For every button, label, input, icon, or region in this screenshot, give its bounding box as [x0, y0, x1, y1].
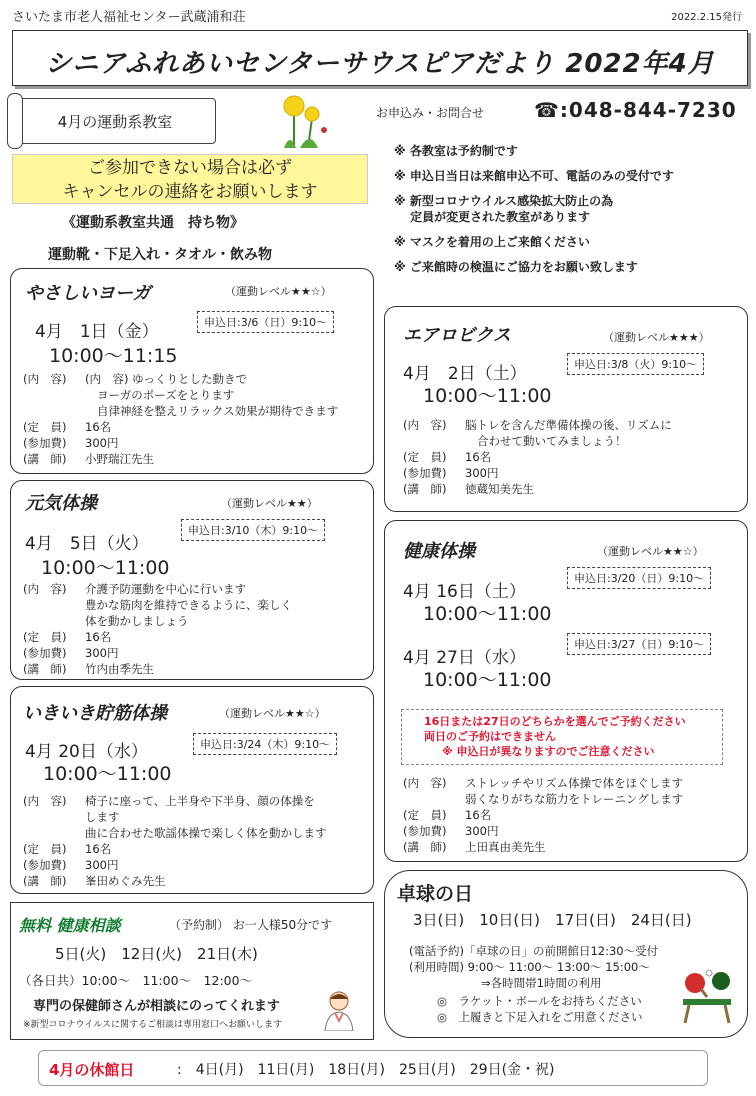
label-capacity: (定 員)	[23, 630, 67, 644]
label-content: (内 容)	[23, 582, 67, 596]
content-line: します	[85, 810, 120, 824]
content-line: 曲に合わせた歌謡体操で楽しく体を動かします	[85, 826, 327, 840]
tabletennis-title: 卓球の日	[397, 883, 474, 905]
apply-date: 申込日:3/20（日）9:10～	[567, 567, 711, 589]
apply-date: 申込日:3/8（火）9:10～	[567, 353, 704, 375]
class-card-yoga	[10, 268, 374, 474]
cancel-notice	[12, 154, 368, 204]
content-line: 体を動かしましょう	[85, 614, 189, 628]
apply-date: 申込日:3/24（木）9:10～	[193, 733, 337, 755]
class-details	[403, 775, 743, 855]
closed-heading: 4月の休館日	[49, 1061, 135, 1079]
label-capacity: (定 員)	[403, 808, 447, 822]
apply-date: 申込日:3/27（日）9:10～	[567, 633, 711, 655]
label-teacher: (講 師)	[23, 874, 67, 888]
class-details	[23, 371, 369, 467]
closed-days-bar	[38, 1050, 708, 1086]
rule-item: ※ 各教室は予約制です	[394, 144, 518, 158]
class-title: 健康体操	[403, 541, 475, 562]
rule-item: ※ ご来館時の検温にご協力をお願い致します	[394, 260, 638, 274]
class-time: 10:00～11:15	[49, 345, 178, 367]
class-date: 4月 5日（火）	[25, 534, 149, 554]
consult-title: 無料 健康相談	[19, 916, 121, 935]
fee: 300円	[85, 436, 119, 450]
tabletennis-line: ◎ 上履きと下足入れをご用意ください	[437, 1010, 643, 1024]
tabletennis-line: (利用時間) 9:00～ 11:00～ 13:00～ 15:00～	[409, 960, 650, 974]
content-line: (内 容) ゆっくりとした動きで	[85, 372, 248, 386]
content-line: ヨーガのポーズをとります	[97, 388, 235, 402]
label-fee: (参加費)	[403, 466, 447, 480]
class-title: やさしいヨーガ	[25, 283, 151, 304]
fee: 300円	[85, 858, 119, 872]
class-title: 元気体操	[25, 493, 97, 514]
rule-item: ※ 新型コロナウイルス感染拡大防止の為	[394, 194, 614, 208]
consult-card	[10, 902, 374, 1040]
belongings-heading: 《運動系教室共通 持ち物》	[62, 215, 244, 231]
capacity: 16名	[85, 420, 112, 434]
rule-item: 定員が変更された教室があります	[394, 210, 591, 224]
capacity: 16名	[85, 630, 112, 644]
capacity: 16名	[85, 842, 112, 856]
class-date: 4月 1日（金）	[35, 322, 159, 342]
class-details	[23, 581, 369, 677]
label-capacity: (定 員)	[403, 450, 447, 464]
consult-days: 5日(火) 12日(火) 21日(木)	[55, 945, 258, 963]
content-line: 自律神経を整えリラックス効果が期待できます	[97, 404, 339, 418]
label-teacher: (講 師)	[403, 482, 447, 496]
consult-times: （各日共）10:00～ 11:00～ 12:00～	[19, 973, 253, 988]
tabletennis-line: (電話予約)「卓球の日」の前開館日12:30～受付	[409, 944, 659, 958]
teacher: 峯田めぐみ先生	[85, 874, 166, 888]
closed-days: : 4日(月) 11日(月) 18日(月) 25日(月) 29日(金・祝)	[177, 1062, 555, 1078]
page-title: シニアふれあいセンターサウスピアだより 2022年4月	[45, 49, 715, 79]
content-line: 椅子に座って、上半身や下半身、顔の体操を	[85, 794, 315, 808]
class-date: 4月 16日（土）	[403, 582, 526, 602]
class-card-kenko	[384, 520, 748, 862]
teacher: 徳蔵知美先生	[465, 482, 534, 496]
label-teacher: (講 師)	[23, 452, 67, 466]
content-line: 豊かな筋肉を維持できるように、楽しく	[85, 598, 292, 612]
dandelion-illustration	[270, 92, 340, 152]
content-line: ストレッチやリズム体操で体をほぐします	[465, 776, 684, 790]
banner-scroll	[14, 98, 216, 144]
table-tennis-icon	[677, 969, 737, 1025]
teacher: 小野瑞江先生	[85, 452, 154, 466]
tabletennis-info	[409, 943, 658, 1025]
label-capacity: (定 員)	[23, 842, 67, 856]
fee: 300円	[85, 646, 119, 660]
class-title: エアロビクス	[403, 325, 511, 346]
class-date: 4月 27日（水）	[403, 648, 526, 668]
content-line: 脳トレを含んだ準備体操の後、リズムに	[465, 418, 672, 432]
class-time: 10:00～11:00	[423, 385, 552, 407]
class-level: （運動レベル★★☆）	[225, 285, 332, 298]
tabletennis-days: 3日(日) 10日(日) 17日(日) 24日(日)	[413, 911, 692, 929]
label-fee: (参加費)	[23, 858, 67, 872]
label-capacity: (定 員)	[23, 420, 67, 434]
cancel-notice-line1: ご参加できない場合は必ず	[88, 158, 292, 178]
label-content: (内 容)	[23, 372, 67, 386]
apply-date: 申込日:3/10（木）9:10～	[181, 519, 325, 541]
label-content: (内 容)	[403, 776, 447, 790]
class-level: （運動レベル★★☆）	[219, 707, 326, 720]
class-time: 10:00～11:00	[41, 557, 170, 579]
contact-label: お申込み・お問合せ	[376, 106, 485, 120]
capacity: 16名	[465, 450, 492, 464]
label-teacher: (講 師)	[403, 840, 447, 854]
label-content: (内 容)	[23, 794, 67, 808]
content-line: 合わせて動いてみましょう！	[477, 434, 627, 448]
banner-label: 4月の運動系教室	[57, 113, 173, 131]
class-details	[23, 793, 373, 889]
class-date: 4月 2日（土）	[403, 364, 527, 384]
consult-message: 専門の保健師さんが相談にのってくれます	[33, 999, 280, 1014]
tabletennis-card	[384, 870, 748, 1038]
class-time: 10:00～11:00	[423, 669, 552, 691]
label-fee: (参加費)	[23, 646, 67, 660]
rules-list	[394, 143, 674, 284]
teacher: 竹内由季先生	[85, 662, 154, 676]
content-line: 弱くなりがちな筋力をトレーニングします	[465, 792, 684, 806]
warning-line: ※ 申込日が異なりますのでご注意ください	[442, 745, 655, 758]
label-teacher: (講 師)	[23, 662, 67, 676]
capacity: 16名	[465, 808, 492, 822]
rule-item: ※ マスクを着用の上ご来館ください	[394, 235, 590, 249]
apply-date: 申込日:3/6（日）9:10～	[197, 311, 334, 333]
nurse-illustration	[317, 987, 361, 1031]
tabletennis-line: ⇒各時間帯1時間の利用	[481, 976, 602, 990]
consult-note: （予約制） お一人様50分です	[169, 918, 333, 932]
label-content: (内 容)	[403, 418, 447, 432]
warning-box	[401, 709, 723, 765]
class-title: いきいき貯筋体操	[23, 703, 167, 724]
fee: 300円	[465, 824, 499, 838]
class-time: 10:00～11:00	[43, 763, 172, 785]
class-card-aerobics	[384, 306, 748, 512]
label-fee: (参加費)	[23, 436, 67, 450]
class-date: 4月 20日（水）	[25, 742, 148, 762]
class-level: （運動レベル★★）	[221, 497, 318, 510]
label-fee: (参加費)	[403, 824, 447, 838]
class-time: 10:00～11:00	[423, 603, 552, 625]
rule-item: ※ 申込日当日は来館申込不可、電話のみの受付です	[394, 169, 674, 183]
organization-name: さいたま市老人福祉センター武蔵浦和荘	[12, 10, 246, 25]
class-level: （運動レベル★★☆）	[597, 545, 704, 558]
fee: 300円	[465, 466, 499, 480]
class-card-chokin	[10, 686, 374, 894]
phone-number[interactable]: ☎:048-844-7230	[534, 98, 737, 122]
tabletennis-line: ◎ ラケット・ボールをお持ちください	[437, 994, 642, 1008]
consult-subnote: ※新型コロナウイルスに関するご相談は専用窓口へお願いします	[23, 1020, 283, 1030]
class-card-genki	[10, 480, 374, 680]
title-box	[12, 30, 748, 86]
issue-date: 2022.2.15発行	[671, 12, 742, 23]
teacher: 上田真由美先生	[465, 840, 546, 854]
warning-line: 16日または27日のどちらかを選んでご予約ください	[424, 715, 686, 728]
class-details	[403, 417, 743, 497]
warning-line: 両日のご予約はできません	[424, 730, 556, 743]
content-line: 介護予防運動を中心に行います	[85, 582, 246, 596]
cancel-notice-line2: キャンセルの連絡をお願いします	[62, 182, 318, 202]
belongings-items: 運動靴・下足入れ・タオル・飲み物	[48, 247, 272, 263]
class-level: （運動レベル★★★）	[603, 331, 710, 344]
